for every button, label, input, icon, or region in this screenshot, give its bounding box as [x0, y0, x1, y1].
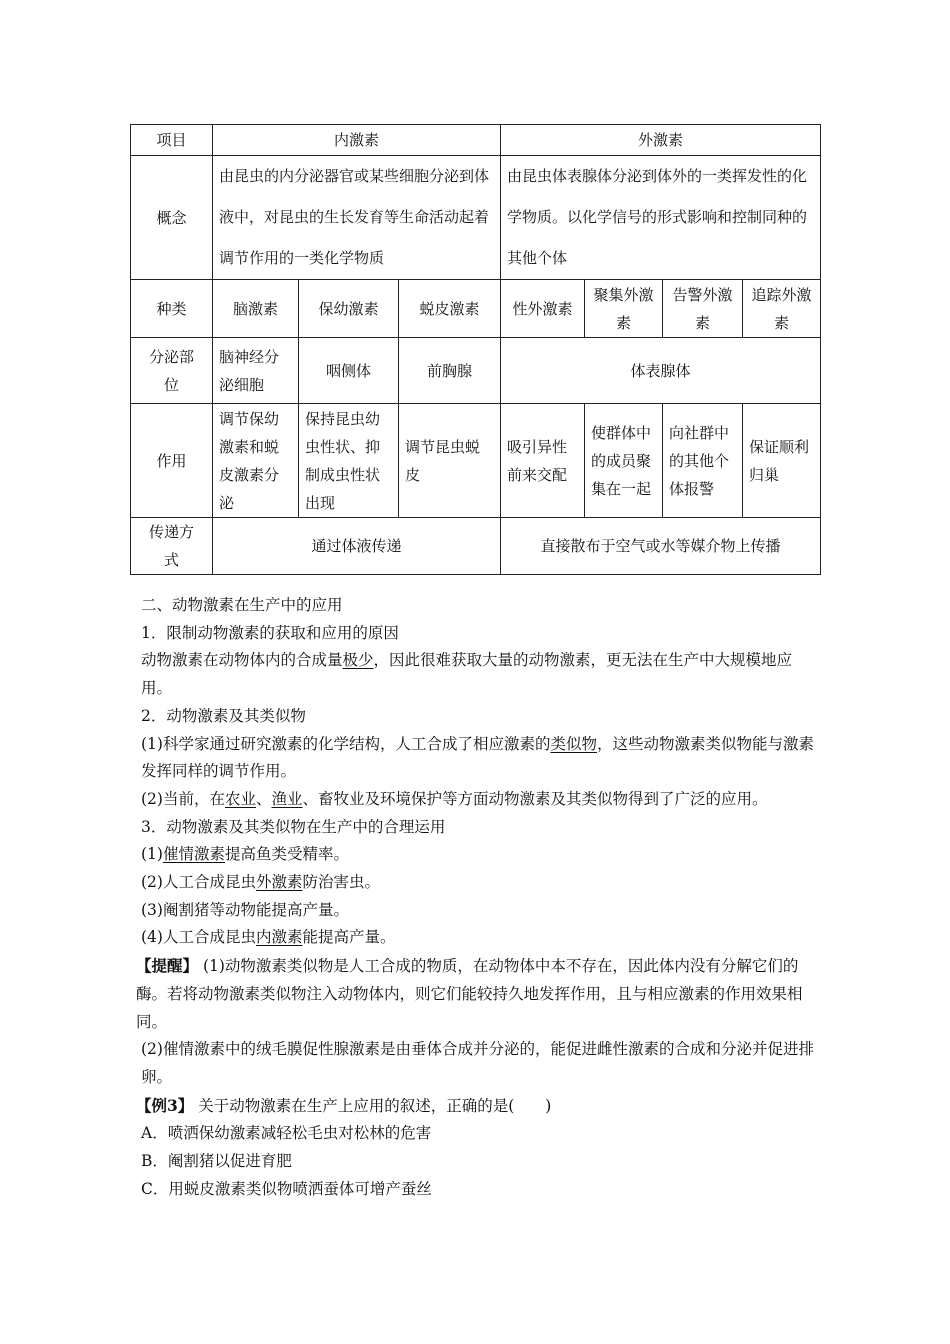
kind-cell: 脑激素	[213, 280, 299, 338]
tip-paragraph: 【提醒】 (1)动物激素类似物是人工合成的物质，在动物体中本不存在，因此体内没有分解它们的酶。若将动物激素类似物注入动物体内，则它们能较持久地发挥作用，且与相应激素的作用效果相同。	[136, 956, 803, 1031]
list-item: (3)阉割猪等动物能提高产量。	[141, 900, 349, 919]
kind-cell: 追踪外激素	[743, 280, 821, 338]
option-c: C．用蜕皮激素类似物喷洒蚕体可增产蚕丝	[141, 1179, 432, 1198]
table-row	[131, 404, 821, 518]
row-label-effect: 作用	[131, 404, 213, 518]
concept-exo: 由昆虫体表腺体分泌到体外的一类挥发性的化学物质。以化学信号的形式影响和控制同种的其他个体	[501, 156, 821, 280]
header-project: 项目	[131, 125, 213, 156]
header-endo: 内激素	[213, 125, 501, 156]
table-row	[131, 125, 821, 156]
site-cell: 前胸腺	[399, 338, 501, 404]
transfer-endo: 通过体液传递	[213, 518, 501, 575]
table-row	[131, 156, 821, 280]
kind-cell: 告警外激素	[663, 280, 743, 338]
option-a: A．喷洒保幼激素减轻松毛虫对松林的危害	[141, 1124, 432, 1143]
tip-paragraph: (2)催情激素中的绒毛膜促性腺激素是由垂体合成并分泌的，能促进雌性激素的合成和分泌并促进排卵。	[141, 1040, 814, 1086]
effect-cell: 保持昆虫幼虫性状、抑制成虫性状出现	[299, 404, 399, 518]
tip-label: 【提醒】	[136, 956, 199, 976]
option-b: B．阉割猪以促进育肥	[141, 1152, 292, 1171]
table-row	[131, 518, 821, 575]
document-body	[136, 592, 821, 1203]
kind-cell: 聚集外激素	[585, 280, 663, 338]
example-question: 【例3】 关于动物激素在生产上应用的叙述，正确的是( )	[136, 1095, 552, 1115]
effect-cell: 向社群中的其他个体报警	[663, 404, 743, 518]
concept-endo: 由昆虫的内分泌器官或某些细胞分泌到体液中，对昆虫的生长发育等生命活动起着调节作用的一类化学物质	[213, 156, 501, 280]
header-exo: 外激素	[501, 125, 821, 156]
kind-cell: 性外激素	[501, 280, 585, 338]
row-label-concept: 概念	[131, 156, 213, 280]
effect-cell: 调节昆虫蜕皮	[399, 404, 501, 518]
site-cell: 咽侧体	[299, 338, 399, 404]
site-cell: 脑神经分泌细胞	[213, 338, 299, 404]
effect-cell: 保证顺利归巢	[743, 404, 821, 518]
hormone-comparison-table	[130, 124, 821, 575]
kind-cell: 蜕皮激素	[399, 280, 501, 338]
effect-cell: 使群体中的成员聚集在一起	[585, 404, 663, 518]
subsection-title: 2．动物激素及其类似物	[141, 706, 306, 725]
kind-cell: 保幼激素	[299, 280, 399, 338]
paragraph: 动物激素在动物体内的合成量极少，因此很难获取大量的动物激素，更无法在生产中大规模地应用。	[141, 651, 793, 698]
list-item: (4)人工合成昆虫内激素能提高产量。	[141, 928, 396, 947]
effect-cell: 调节保幼激素和蜕皮激素分泌	[213, 404, 299, 518]
subsection-title: 3．动物激素及其类似物在生产中的合理运用	[141, 817, 446, 836]
list-item: (1)催情激素提高鱼类受精率。	[141, 845, 349, 864]
paragraph: (1)科学家通过研究激素的化学结构，人工合成了相应激素的类似物，这些动物激素类似物能与激素发挥同样的调节作用。	[141, 734, 814, 781]
paragraph: (2)当前，在农业、渔业、畜牧业及环境保护等方面动物激素及其类似物得到了广泛的应用。	[141, 789, 768, 808]
table-row	[131, 280, 821, 338]
list-item: (2)人工合成昆虫外激素防治害虫。	[141, 873, 380, 892]
section-heading: 二、动物激素在生产中的应用	[141, 596, 343, 614]
site-exo: 体表腺体	[501, 338, 821, 404]
row-label-site: 分泌部位	[131, 338, 213, 404]
table-row	[131, 338, 821, 404]
row-label-kinds: 种类	[131, 280, 213, 338]
row-label-transfer: 传递方式	[131, 518, 213, 575]
transfer-exo: 直接散布于空气或水等媒介物上传播	[501, 518, 821, 575]
effect-cell: 吸引异性前来交配	[501, 404, 585, 518]
example-label: 【例3】	[136, 1095, 194, 1115]
subsection-title: 1．限制动物激素的获取和应用的原因	[141, 623, 399, 642]
